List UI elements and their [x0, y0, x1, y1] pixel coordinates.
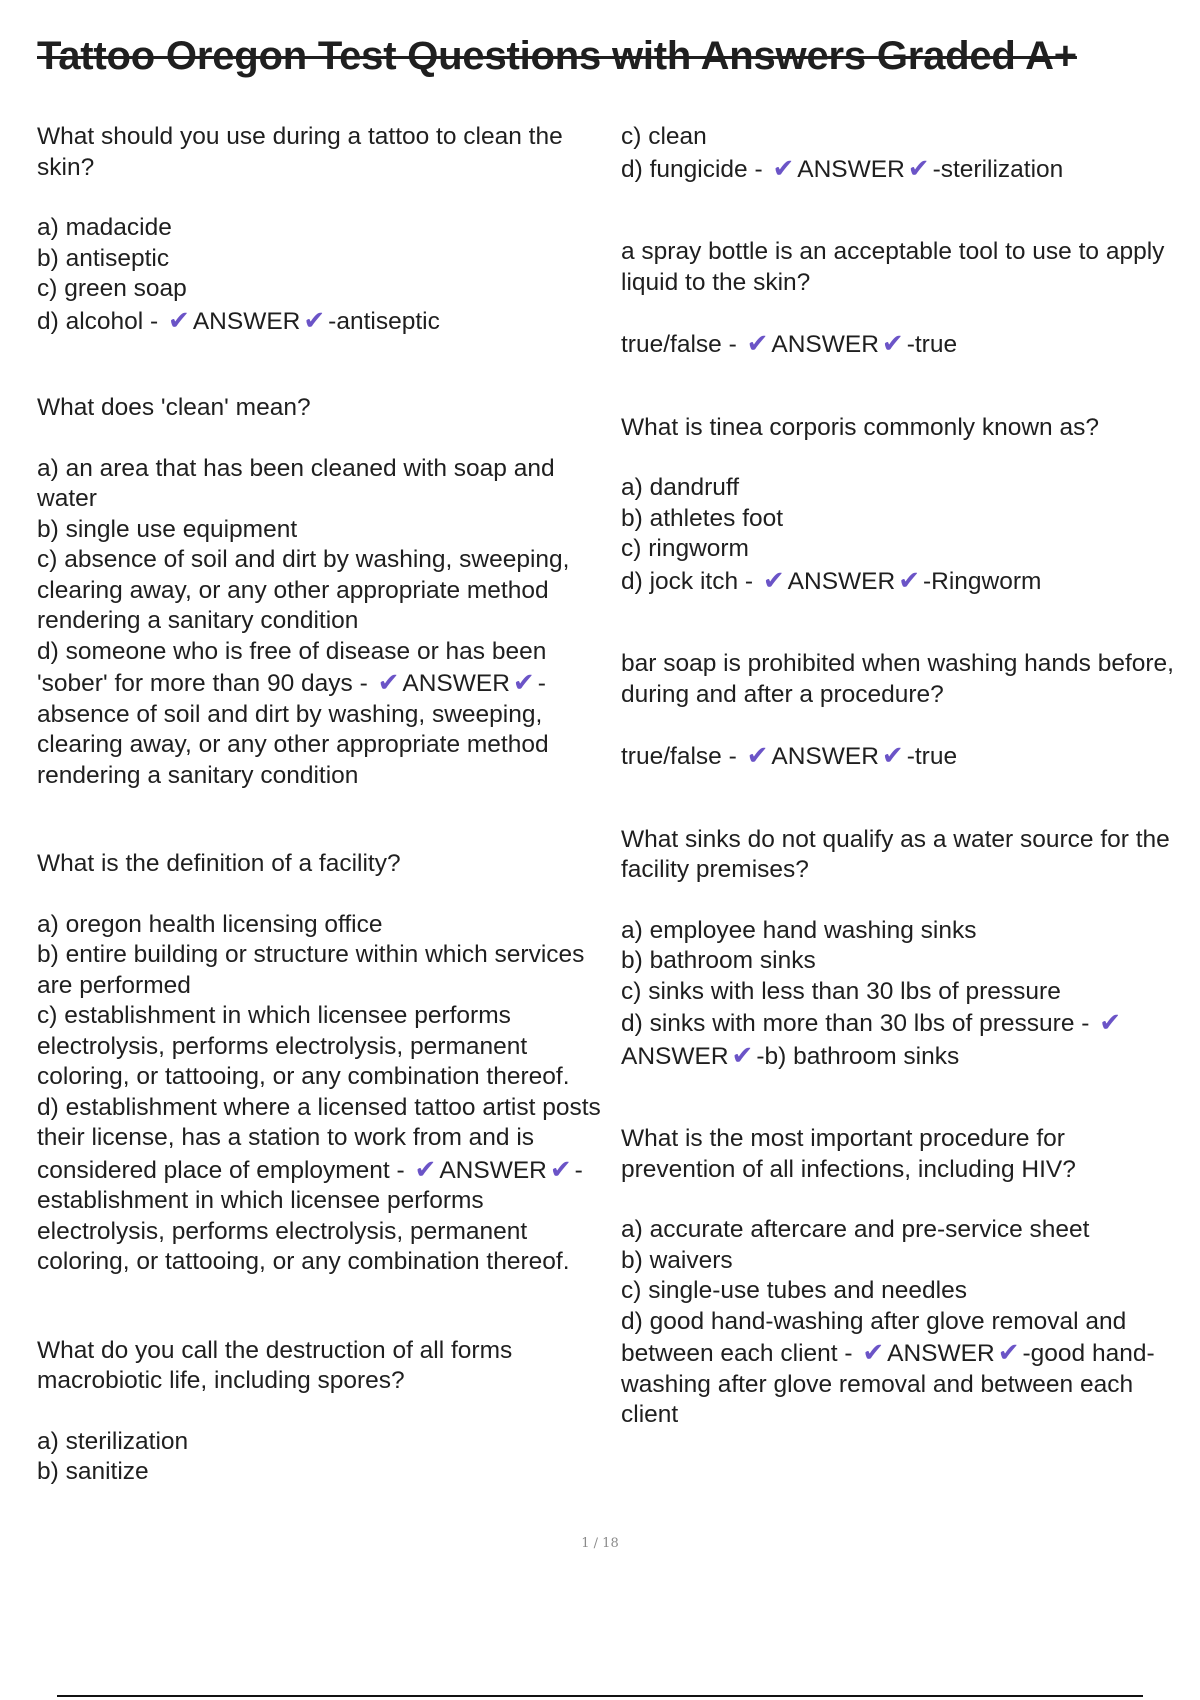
check-icon: ✔ — [746, 740, 769, 770]
answer-text: -good hand-washing after glove removal and between each client — [621, 1340, 1155, 1428]
answer-label: ANSWER — [771, 331, 879, 358]
answer-text: -Ringworm — [923, 567, 1042, 595]
option-d: d) fungicide - — [621, 155, 763, 183]
option-d: d) someone who is free of disease or has been 'sober' for more than 90 days - — [37, 637, 547, 697]
check-icon: ✔ — [303, 304, 326, 335]
answer-text: - absence of soil and dirt by washing, sweeping, clearing away, or any other appropriate method rendering a sanitary condition — [37, 670, 549, 789]
option-b: b) bathroom sinks — [621, 947, 816, 974]
question-block — [621, 1124, 1176, 1431]
document-title: Tattoo Oregon Test Questions with Answers Graded A+ — [37, 34, 1077, 78]
option-d: d) establishment where a licensed tattoo artist posts their license, has a station to work from and is considered place of employment - — [37, 1093, 601, 1184]
check-icon: ✔ — [414, 1153, 437, 1184]
check-icon: ✔ — [512, 667, 535, 697]
option-b: b) athletes foot — [621, 504, 784, 532]
check-icon: ✔ — [1099, 1007, 1122, 1037]
option-c: c) establishment in which licensee performs electrolysis, performs electrolysis, permanent coloring, or tattooing, or any combination thereof. — [37, 1002, 570, 1090]
question-block — [37, 1336, 607, 1488]
answer-label: ANSWER — [192, 307, 301, 335]
question-block — [37, 849, 607, 1278]
option-b: b) entire building or structure within which services are performed — [37, 941, 585, 999]
check-icon: ✔ — [731, 1039, 754, 1070]
answer-text: -true — [906, 331, 958, 358]
option-c: c) clean — [621, 123, 707, 150]
option-a: a) dandruff — [621, 474, 740, 501]
option-d: d) sinks with more than 30 lbs of pressure - — [621, 1010, 1090, 1037]
question-text: bar soap is prohibited when washing hands before, during and after a procedure? — [621, 650, 1174, 708]
option-d-with-answer — [37, 637, 607, 792]
option-d-with-answer — [37, 1093, 607, 1278]
option-a: a) madacide — [37, 214, 172, 241]
answer-text: -true — [906, 743, 958, 770]
option-d-with-answer — [621, 565, 1176, 598]
option-a: a) an area that has been cleaned with soap and water — [37, 454, 555, 512]
option-d-with-answer — [621, 1307, 1176, 1431]
question-text: What is the definition of a facility? — [37, 850, 401, 877]
option-b: b) sanitize — [37, 1458, 149, 1485]
option-a: a) sterilization — [37, 1427, 189, 1455]
option-c: c) absence of soil and dirt by washing, sweeping, clearing away, or any other appropriate method rendering a sanitary condition — [37, 546, 570, 634]
check-icon: ✔ — [997, 1337, 1020, 1367]
question-text: What is tinea corporis commonly known as? — [621, 413, 1099, 441]
option-c: c) single-use tubes and needles — [621, 1277, 967, 1304]
true-false-option: true/false - — [621, 331, 737, 358]
option-d: d) alcohol - — [37, 307, 159, 335]
options-list — [37, 213, 607, 337]
check-icon: ✔ — [762, 564, 785, 595]
options-list — [621, 916, 1176, 1073]
answer-text: -antiseptic — [328, 307, 440, 335]
right-column — [621, 122, 1176, 1431]
check-icon: ✔ — [746, 328, 769, 358]
question-block — [37, 122, 607, 337]
answer-label: ANSWER — [621, 1042, 729, 1070]
option-b: b) antiseptic — [37, 244, 170, 272]
check-icon: ✔ — [898, 564, 921, 595]
option-c: c) sinks with less than 30 lbs of pressure — [621, 977, 1061, 1005]
check-icon: ✔ — [881, 740, 904, 770]
check-icon: ✔ — [772, 152, 795, 183]
answer-text: -sterilization — [932, 155, 1064, 183]
check-icon: ✔ — [881, 328, 904, 358]
answer-label: ANSWER — [787, 567, 896, 595]
check-icon: ✔ — [862, 1337, 885, 1367]
answer-label: ANSWER — [887, 1340, 995, 1367]
true-false-option: true/false - — [621, 743, 737, 770]
question-block-continued — [621, 122, 1176, 185]
option-a: a) employee hand washing sinks — [621, 916, 977, 944]
page-number: 1 / 18 — [581, 1536, 619, 1551]
question-block — [621, 237, 1176, 361]
question-block — [621, 649, 1176, 773]
page-divider — [57, 1695, 1143, 1697]
check-icon: ✔ — [907, 152, 930, 183]
answer-label: ANSWER — [797, 155, 905, 183]
option-d: d) jock itch - — [621, 567, 754, 595]
question-text: What should you use during a tattoo to clean the skin? — [37, 123, 563, 181]
answer-text: -b) bathroom sinks — [756, 1042, 960, 1070]
answer-label: ANSWER — [402, 670, 510, 697]
options-list — [621, 1215, 1176, 1431]
question-text: What do you call the destruction of all forms macrobiotic life, including spores? — [37, 1336, 513, 1394]
check-icon: ✔ — [549, 1153, 572, 1184]
option-b: b) waivers — [621, 1246, 733, 1274]
option-d-with-answer — [621, 1007, 1176, 1072]
question-block — [37, 393, 607, 791]
answer-label: ANSWER — [771, 743, 879, 770]
options-list — [37, 1427, 607, 1488]
option-c: c) ringworm — [621, 535, 749, 562]
question-text: What sinks do not qualify as a water source for the facility premises? — [621, 825, 1170, 883]
true-false-with-answer — [621, 328, 1176, 361]
question-text: a spray bottle is an acceptable tool to use to apply liquid to the skin? — [621, 238, 1165, 296]
question-text: What is the most important procedure for prevention of all infections, including HIV? — [621, 1125, 1076, 1183]
option-b: b) single use equipment — [37, 515, 298, 543]
check-icon: ✔ — [168, 304, 190, 335]
option-a: a) oregon health licensing office — [37, 910, 383, 938]
option-c: c) green soap — [37, 275, 187, 302]
check-icon: ✔ — [377, 667, 400, 697]
answer-label: ANSWER — [439, 1156, 547, 1184]
left-column — [37, 122, 607, 1488]
options-list — [621, 473, 1176, 597]
option-d: d) good hand-washing after glove removal and between each client - — [621, 1307, 1127, 1367]
question-block — [621, 825, 1176, 1073]
true-false-with-answer — [621, 740, 1176, 773]
option-a: a) accurate aftercare and pre-service sheet — [621, 1216, 1090, 1243]
answer-text: -establishment in which licensee performs electrolysis, performs electrolysis, permanent coloring, or tattooing, or any combination thereof. — [37, 1156, 583, 1275]
question-block — [621, 413, 1176, 598]
option-d-with-answer — [37, 305, 607, 338]
question-text: What does 'clean' mean? — [37, 394, 311, 421]
option-d-with-answer — [621, 153, 1176, 186]
options-list — [37, 454, 607, 792]
options-list — [37, 910, 607, 1278]
